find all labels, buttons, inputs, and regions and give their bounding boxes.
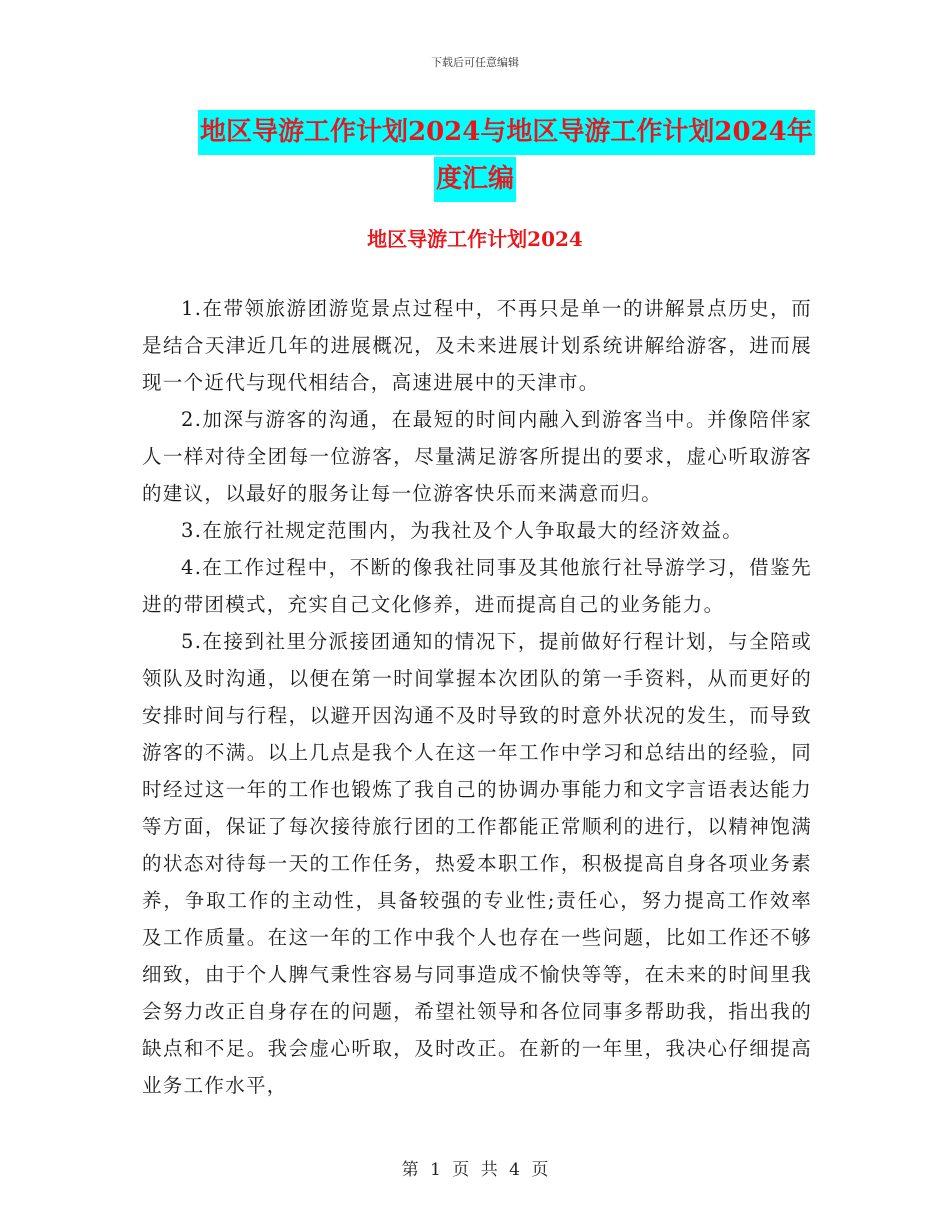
document-body bbox=[142, 290, 812, 1104]
document-title bbox=[140, 110, 813, 204]
page-header-note: 下载后可任意编辑 bbox=[431, 56, 519, 69]
section-title: 地区导游工作计划2024 bbox=[367, 227, 583, 251]
paragraph-5: 5.在接到社里分派接团通知的情况下，提前做好行程计划，与全陪或领队及时沟通，以便在第一时间掌握本次团队的第一手资料，从而更好的安排时间与行程，以避开因沟通不及时导致的时意外状况的发生，而导致游客的不满。以上几点是我个人在这一年工作中学习和总结出的经验，同时经过这一年的工作也锻炼了我自己的协调办事能力和文字言语表达能力等方面，保证了每次接待旅行团的工作都能正常顺利的进行，以精神饱满的状态对待每一天的工作任务，热爱本职工作，积极提高自身各项业务素养，争取工作的主动性，具备较强的专业性;责任心，努力提高工作效率及工作质量。在这一年的工作中我个人也存在一些问题，比如工作还不够细致，由于个人脾气秉性容易与同事造成不愉快等等，在未来的时间里我会努力改正自身存在的问题，希望社领导和各位同事多帮助我，指出我的缺点和不足。我会虚心听取，及时改正。在新的一年里，我决心仔细提高业务工作水平， bbox=[142, 630, 812, 1097]
page-number: 第 1 页 共 4 页 bbox=[401, 1160, 549, 1180]
document-title-line-1: 地区导游工作计划2024与地区导游工作计划2024年 bbox=[198, 110, 815, 155]
paragraph-3: 3.在旅行社规定范围内，为我社及个人争取最大的经济效益。 bbox=[181, 519, 744, 542]
document-title-line-2: 度汇编 bbox=[434, 157, 516, 202]
paragraph-4: 4.在工作过程中，不断的像我社同事及其他旅行社导游学习，借鉴先进的带团模式，充实自己文化修养，进而提高自己的业务能力。 bbox=[142, 556, 812, 616]
paragraph-2: 2.加深与游客的沟通，在最短的时间内融入到游客当中。并像陪伴家人一样对待全团每一位游客，尽量满足游客所提出的要求，虚心听取游客的建议，以最好的服务让每一位游客快乐而来满意而归。 bbox=[142, 408, 812, 505]
paragraph-1: 1.在带领旅游团游览景点过程中，不再只是单一的讲解景点历史，而是结合天津近几年的进展概况，及未来进展计划系统讲解给游客，进而展现一个近代与现代相结合，高速进展中的天津市。 bbox=[142, 297, 812, 394]
